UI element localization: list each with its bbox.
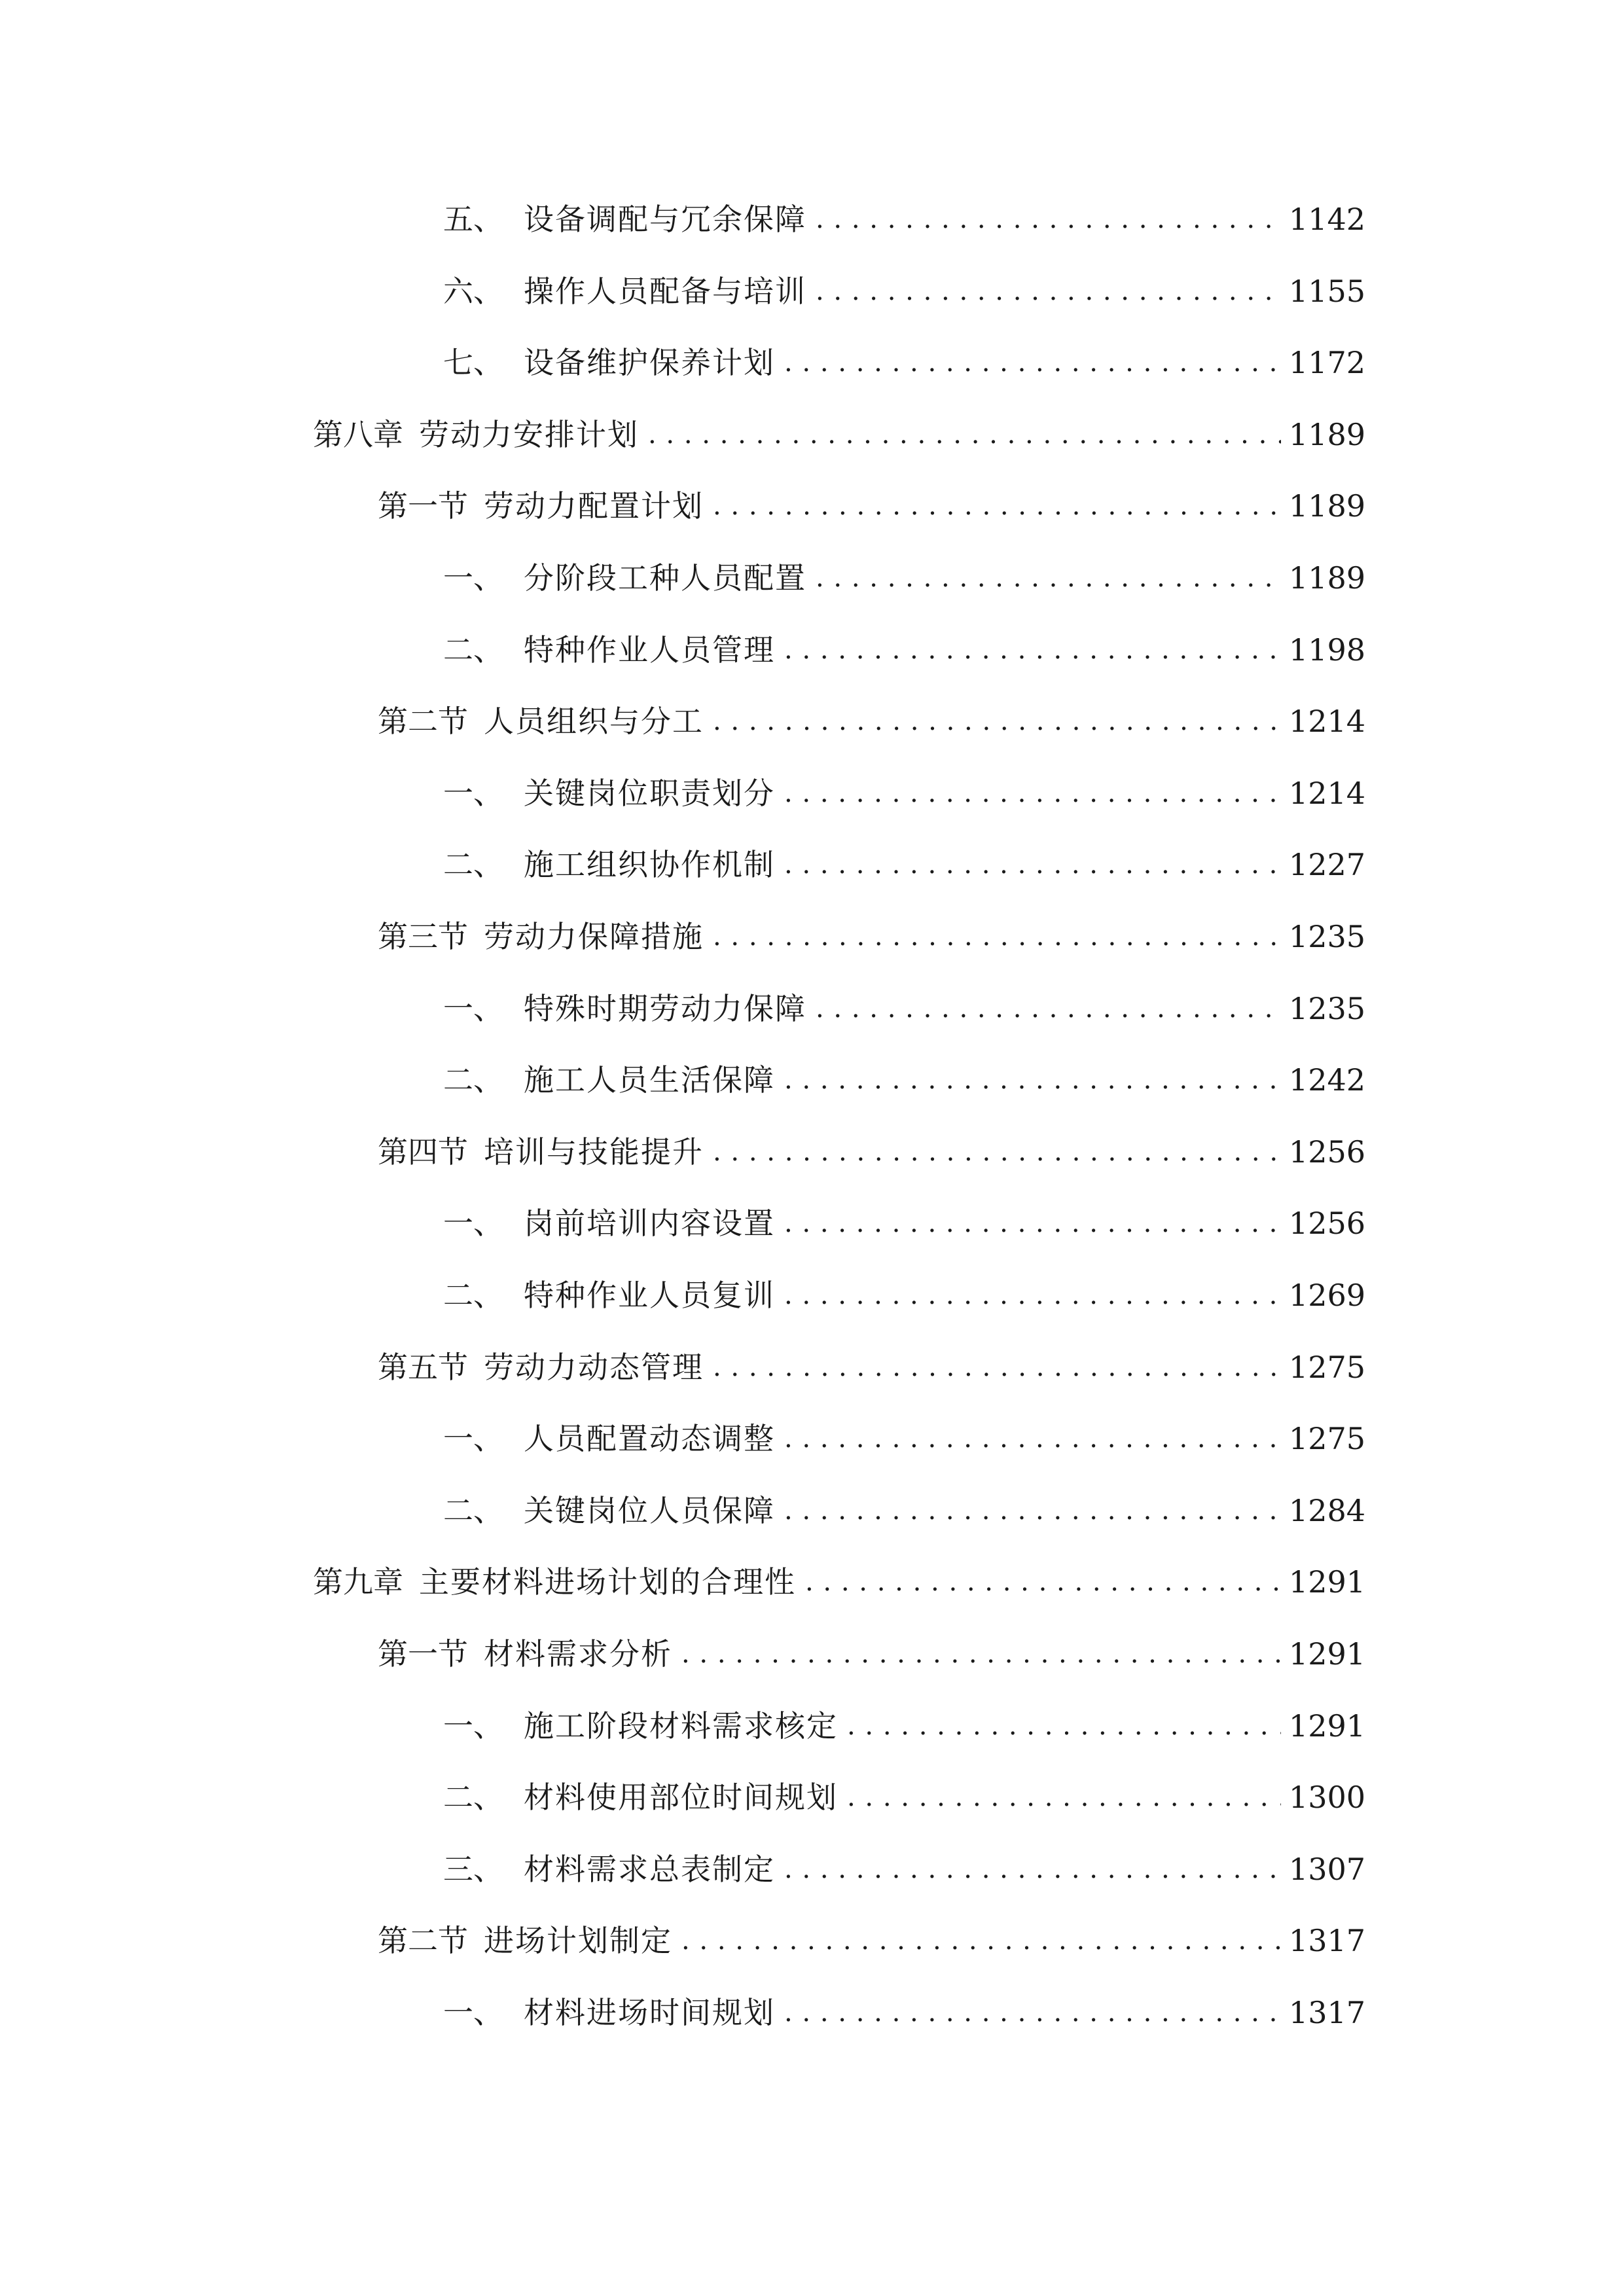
toc-entry-page-number: 1300: [1288, 1780, 1365, 1815]
toc-entry-number: 三、: [443, 1852, 503, 1887]
toc-entry-item[interactable]: [443, 624, 1365, 676]
toc-entry-title: 劳动力动态管理: [484, 1350, 704, 1385]
toc-entry-section[interactable]: [378, 1341, 1365, 1393]
toc-entry-page-number: 1189: [1288, 488, 1365, 524]
toc-entry-number: 六、: [443, 274, 503, 309]
toc-entry-item[interactable]: [443, 982, 1365, 1035]
toc-entry-number: 二、: [443, 1780, 503, 1815]
toc-dot-leader: [713, 910, 1281, 963]
toc-entry-item[interactable]: [443, 1771, 1365, 1823]
toc-dot-leader: [847, 1700, 1281, 1752]
toc-entry-title: 施工组织协作机制: [524, 847, 775, 882]
toc-dot-leader: [713, 1126, 1281, 1178]
toc-entry-page-number: 1275: [1288, 1421, 1365, 1456]
toc-entry-page-number: 1189: [1288, 560, 1365, 596]
toc-entry-title: 关键岗位人员保障: [524, 1493, 775, 1528]
toc-entry-title: 特种作业人员管理: [524, 632, 775, 668]
toc-entry-page-number: 1189: [1288, 417, 1365, 452]
toc-entry-number: 第四节: [378, 1134, 468, 1170]
toc-entry-item[interactable]: [443, 1986, 1365, 2039]
toc-entry-page-number: 1291: [1288, 1708, 1365, 1744]
toc-entry-item[interactable]: [443, 1054, 1365, 1106]
toc-dot-leader: [681, 1914, 1281, 1967]
toc-entry-section[interactable]: [378, 695, 1365, 747]
toc-entry-number: 五、: [443, 202, 503, 237]
toc-entry-section[interactable]: [378, 910, 1365, 963]
toc-dot-leader: [784, 1054, 1281, 1106]
toc-entry-number: 一、: [443, 776, 503, 811]
toc-entry-number: 七、: [443, 345, 503, 380]
toc-entry-number: 第一节: [378, 488, 468, 524]
toc-entry-page-number: 1307: [1288, 1852, 1365, 1887]
toc-entry-item[interactable]: [443, 767, 1365, 819]
toc-entry-section[interactable]: [378, 1914, 1365, 1967]
toc-dot-leader: [816, 193, 1281, 245]
toc-entry-page-number: 1155: [1288, 274, 1365, 309]
toc-entry-page-number: 1227: [1288, 847, 1365, 882]
toc-dot-leader: [784, 1412, 1281, 1465]
toc-entry-page-number: 1291: [1288, 1636, 1365, 1672]
toc-entry-number: 一、: [443, 1206, 503, 1241]
toc-dot-leader: [681, 1628, 1281, 1680]
toc-entry-page-number: 1275: [1288, 1350, 1365, 1385]
toc-entry-number: 一、: [443, 1708, 503, 1744]
toc-entry-title: 人员配置动态调整: [524, 1421, 775, 1456]
toc-entry-item[interactable]: [443, 838, 1365, 891]
toc-dot-leader: [847, 1771, 1281, 1823]
toc-entry-title: 进场计划制定: [484, 1923, 672, 1958]
toc-entry-item[interactable]: [443, 265, 1365, 317]
toc-entry-number: 第九章: [313, 1564, 403, 1600]
toc-entry-title: 关键岗位职责划分: [524, 776, 775, 811]
toc-entry-section[interactable]: [378, 1628, 1365, 1680]
toc-entry-page-number: 1214: [1288, 704, 1365, 739]
toc-entry-item[interactable]: [443, 552, 1365, 604]
toc-dot-leader: [713, 695, 1281, 747]
toc-entry-chapter[interactable]: [313, 1556, 1365, 1608]
toc-entry-page-number: 1317: [1288, 1923, 1365, 1958]
toc-entry-title: 特殊时期劳动力保障: [524, 991, 806, 1026]
toc-entry-page-number: 1269: [1288, 1278, 1365, 1313]
toc-entry-title: 分阶段工种人员配置: [524, 560, 806, 596]
toc-entry-number: 二、: [443, 847, 503, 882]
toc-dot-leader: [816, 552, 1281, 604]
toc-entry-title: 劳动力配置计划: [484, 488, 704, 524]
toc-entry-number: 二、: [443, 1493, 503, 1528]
toc-entry-number: 一、: [443, 1421, 503, 1456]
toc-dot-leader: [784, 838, 1281, 891]
toc-dot-leader: [805, 1556, 1281, 1608]
toc-entry-title: 劳动力保障措施: [484, 919, 704, 954]
toc-entry-title: 操作人员配备与培训: [524, 274, 806, 309]
toc-entry-title: 施工人员生活保障: [524, 1062, 775, 1098]
toc-entry-number: 二、: [443, 1278, 503, 1313]
toc-entry-number: 第二节: [378, 704, 468, 739]
toc-entry-title: 主要材料进场计划的合理性: [419, 1564, 796, 1600]
toc-entry-number: 第八章: [313, 417, 403, 452]
toc-entry-item[interactable]: [443, 1197, 1365, 1249]
toc-entry-title: 材料进场时间规划: [524, 1995, 775, 2030]
toc-entry-number: 一、: [443, 1995, 503, 2030]
toc-dot-leader: [784, 1197, 1281, 1249]
toc-entry-page-number: 1317: [1288, 1995, 1365, 2030]
toc-entry-number: 第二节: [378, 1923, 468, 1958]
toc-dot-leader: [784, 336, 1281, 389]
toc-entry-section[interactable]: [378, 1126, 1365, 1178]
toc-entry-title: 施工阶段材料需求核定: [524, 1708, 838, 1744]
toc-entry-item[interactable]: [443, 193, 1365, 245]
toc-dot-leader: [648, 408, 1281, 461]
toc-entry-title: 材料需求总表制定: [524, 1852, 775, 1887]
toc-entry-page-number: 1172: [1288, 345, 1365, 380]
toc-entry-number: 第一节: [378, 1636, 468, 1672]
toc-entry-page-number: 1214: [1288, 776, 1365, 811]
toc-entry-page-number: 1142: [1288, 202, 1365, 237]
toc-entry-item[interactable]: [443, 1412, 1365, 1465]
toc-entry-page-number: 1291: [1288, 1564, 1365, 1600]
toc-entry-page-number: 1256: [1288, 1206, 1365, 1241]
toc-dot-leader: [784, 1843, 1281, 1895]
toc-entry-title: 设备调配与冗余保障: [524, 202, 806, 237]
toc-entry-title: 培训与技能提升: [484, 1134, 704, 1170]
toc-entry-title: 劳动力安排计划: [419, 417, 639, 452]
toc-entry-title: 人员组织与分工: [484, 704, 704, 739]
toc-dot-leader: [784, 1484, 1281, 1537]
toc-dot-leader: [816, 982, 1281, 1035]
toc-entry-number: 第三节: [378, 919, 468, 954]
toc-entry-title: 设备维护保养计划: [524, 345, 775, 380]
toc-dot-leader: [713, 1341, 1281, 1393]
toc-entry-chapter[interactable]: [313, 408, 1365, 461]
toc-entry-item[interactable]: [443, 1269, 1365, 1321]
toc-dot-leader: [713, 480, 1281, 532]
toc-entry-number: 二、: [443, 632, 503, 668]
toc-entry-item[interactable]: [443, 336, 1365, 389]
toc-dot-leader: [784, 767, 1281, 819]
toc-entry-number: 一、: [443, 560, 503, 596]
toc-dot-leader: [816, 265, 1281, 317]
toc-dot-leader: [784, 624, 1281, 676]
toc-dot-leader: [784, 1986, 1281, 2039]
toc-entry-page-number: 1198: [1288, 632, 1365, 668]
toc-entry-page-number: 1284: [1288, 1493, 1365, 1528]
toc-entry-number: 第五节: [378, 1350, 468, 1385]
toc-entry-page-number: 1242: [1288, 1062, 1365, 1098]
toc-entry-item[interactable]: [443, 1484, 1365, 1537]
toc-entry-page-number: 1235: [1288, 991, 1365, 1026]
toc-entry-title: 岗前培训内容设置: [524, 1206, 775, 1241]
toc-entry-number: 一、: [443, 991, 503, 1026]
toc-dot-leader: [784, 1269, 1281, 1321]
toc-entry-section[interactable]: [378, 480, 1365, 532]
toc-entry-item[interactable]: [443, 1843, 1365, 1895]
toc-entry-title: 特种作业人员复训: [524, 1278, 775, 1313]
toc-entry-title: 材料使用部位时间规划: [524, 1780, 838, 1815]
toc-entry-item[interactable]: [443, 1700, 1365, 1752]
toc-entry-page-number: 1256: [1288, 1134, 1365, 1170]
toc-entry-page-number: 1235: [1288, 919, 1365, 954]
toc-entry-title: 材料需求分析: [484, 1636, 672, 1672]
toc-entry-number: 二、: [443, 1062, 503, 1098]
